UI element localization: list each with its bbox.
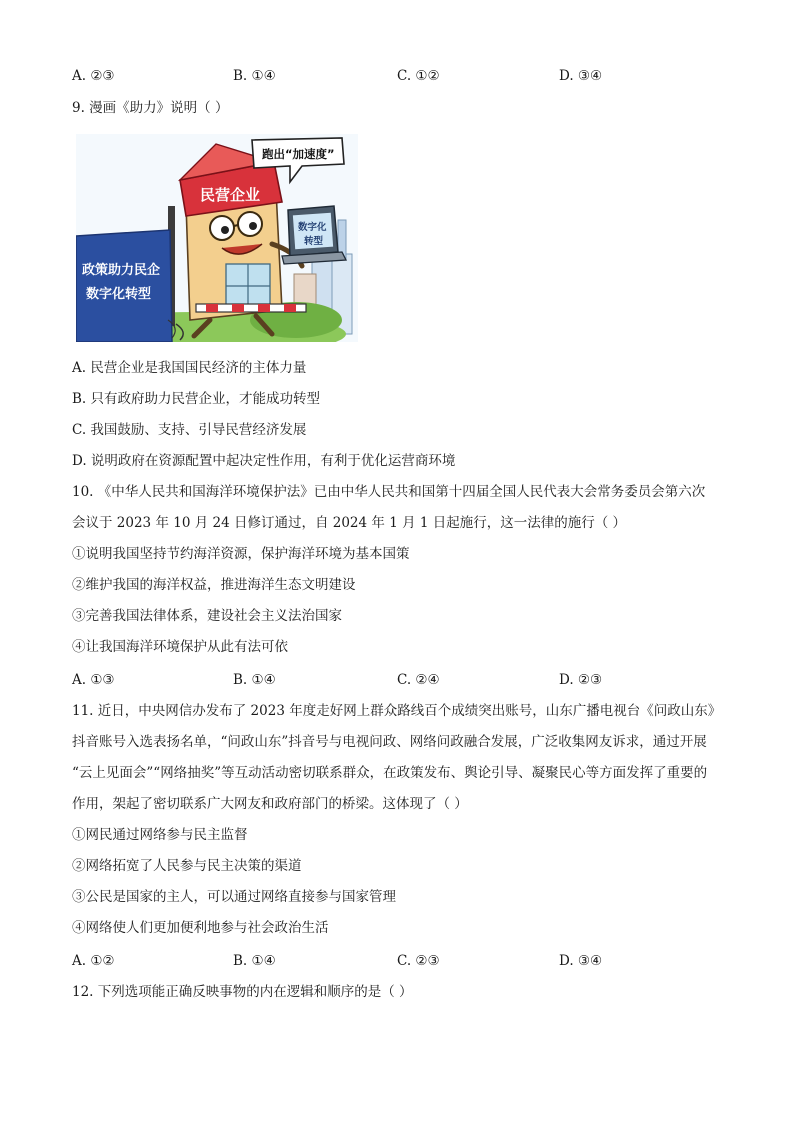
banner-text-line1: 政策助力民企: [82, 263, 161, 278]
q10-option-d[interactable]: D. ②③: [559, 672, 603, 688]
q9-option-a[interactable]: A. 民营企业是我国国民经济的主体力量: [72, 360, 307, 376]
q10-item-3: ③完善我国法律体系，建设社会主义法治国家: [72, 608, 342, 624]
q9-cartoon-image: [76, 134, 358, 342]
q9-option-d[interactable]: D. 说明政府在资源配置中起决定性作用，有利于优化运营商环境: [72, 453, 456, 469]
laptop-text-line2: 转型: [304, 236, 324, 247]
q11-stem-line2: 抖音账号入选表扬名单，“问政山东”抖音号与电视问政、网络问政融合发展，广泛收集网友诉求，通过开展: [72, 734, 707, 750]
q10-item-1: ①说明我国坚持节约海洋资源，保护海洋环境为基本国策: [72, 546, 410, 562]
q11-item-3: ③公民是国家的主人，可以通过网络直接参与国家管理: [72, 889, 396, 905]
q10-options: [72, 670, 732, 690]
q11-stem-line4: 作用，架起了密切联系广大网友和政府部门的桥梁。这体现了（ ）: [72, 796, 468, 812]
q8-option-b[interactable]: B. ①④: [233, 68, 276, 84]
q9-stem: 9. 漫画《助力》说明（ ）: [72, 100, 229, 116]
q8-options: [72, 66, 732, 86]
q10-stem-line1: 10. 《中华人民共和国海洋环境保护法》已由中华人民共和国第十四届全国人民代表大会常务委员会第六次: [72, 484, 706, 500]
banner-text-line2: 数字化转型: [86, 287, 152, 302]
speech-bubble-text: 跑出“加速度”: [262, 147, 335, 161]
q10-option-b[interactable]: B. ①④: [233, 672, 276, 688]
q10-item-2: ②维护我国的海洋权益，推进海洋生态文明建设: [72, 577, 356, 593]
q11-item-2: ②网络拓宽了人民参与民主决策的渠道: [72, 858, 302, 874]
q11-options: [72, 951, 732, 971]
q8-option-a[interactable]: A. ②③: [72, 68, 115, 84]
q8-option-c[interactable]: C. ①②: [397, 68, 440, 84]
q10-option-c[interactable]: C. ②④: [397, 672, 440, 688]
q11-item-4: ④网络使人们更加便利地参与社会政治生活: [72, 920, 329, 936]
q10-item-4: ④让我国海洋环境保护从此有法可依: [72, 639, 288, 655]
q11-option-c[interactable]: C. ②③: [397, 953, 440, 969]
q11-stem-line1: 11. 近日，中央网信办发布了 2023 年度走好网上群众路线百个成绩突出账号，山东广播电视台《问政山东》: [72, 703, 722, 719]
laptop-text-line1: 数字化: [298, 222, 327, 233]
q11-item-1: ①网民通过网络参与民主监督: [72, 827, 248, 843]
q10-option-a[interactable]: A. ①③: [72, 672, 115, 688]
q9-option-b[interactable]: B. 只有政府助力民营企业，才能成功转型: [72, 391, 321, 407]
q10-stem-line2: 会议于 2023 年 10 月 24 日修订通过，自 2024 年 1 月 1 日起施行，这一法律的施行（ ）: [72, 515, 627, 531]
q11-option-a[interactable]: A. ①②: [72, 953, 115, 969]
q9-option-c[interactable]: C. 我国鼓励、支持、引导民营经济发展: [72, 422, 307, 438]
q11-stem-line3: “云上见面会”“网络抽奖”等互动活动密切联系群众，在政策发布、舆论引导、凝聚民心等方面发挥了重要的: [72, 765, 708, 781]
q11-option-b[interactable]: B. ①④: [233, 953, 276, 969]
q12-stem: 12. 下列选项能正确反映事物的内在逻辑和顺序的是（ ）: [72, 984, 413, 1000]
q8-option-d[interactable]: D. ③④: [559, 68, 603, 84]
roof-sign-text: 民营企业: [200, 186, 261, 204]
q11-option-d[interactable]: D. ③④: [559, 953, 603, 969]
